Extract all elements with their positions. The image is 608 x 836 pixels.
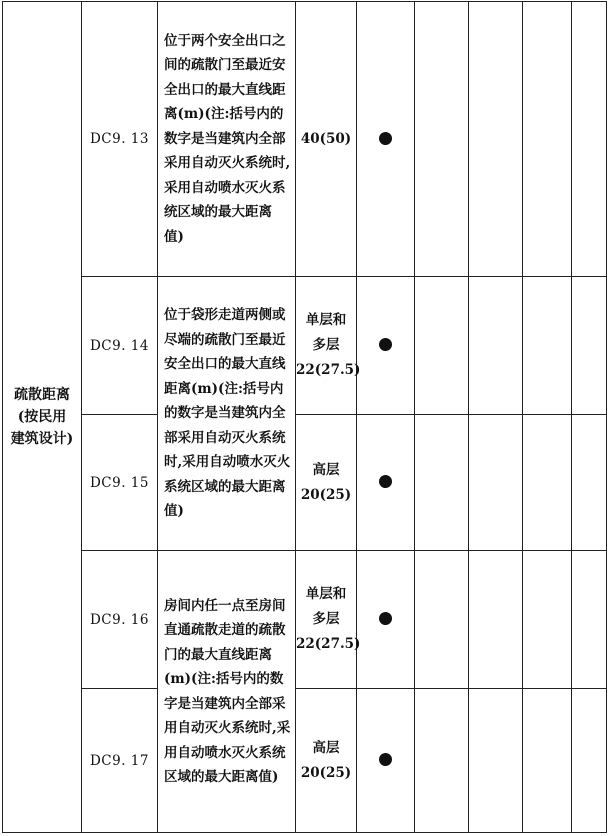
empty-cell [469,2,523,277]
empty-cell [469,415,523,551]
regulation-table [2,1,607,833]
value-cell: 单层和 多层 22(27.5) [296,277,357,415]
table-row [3,2,607,277]
empty-cell [572,689,607,833]
code-cell: DC9. 14 [82,277,158,415]
mark-cell [357,551,415,689]
description-cell: 位于袋形走道两侧或尽端的疏散门至最近安全出口的最大直线距离(m)(注:括号内的数字是当建筑内全部采用自动灭火系统时,采用自动喷水灭火系统区域的最大距离值) [158,277,296,551]
value-cell: 40(50) [296,2,357,277]
value-cell: 高层 20(25) [296,689,357,833]
code-cell: DC9. 13 [82,2,158,277]
empty-cell [523,277,572,415]
value-cell: 单层和 多层 22(27.5) [296,551,357,689]
mark-cell [357,415,415,551]
table-row [3,277,607,415]
filled-circle-icon [379,338,392,351]
empty-cell [523,551,572,689]
empty-cell [572,551,607,689]
empty-cell [572,2,607,277]
empty-cell [469,689,523,833]
empty-cell [572,415,607,551]
filled-circle-icon [379,612,392,625]
empty-cell [415,415,469,551]
category-line-1: 疏散距离 [14,387,70,403]
empty-cell [523,415,572,551]
description-cell: 房间内任一点至房间直通疏散走道的疏散门的最大直线距离(m)(注:括号内的数字是当建筑内全部采用自动灭火系统时,采用自动喷水灭火系统区域的最大距离值) [158,551,296,833]
code-cell: DC9. 16 [82,551,158,689]
mark-cell [357,689,415,833]
filled-circle-icon [379,132,392,145]
empty-cell [523,2,572,277]
empty-cell [415,2,469,277]
empty-cell [523,689,572,833]
empty-cell [572,277,607,415]
empty-cell [469,551,523,689]
category-cell [3,2,82,833]
code-cell: DC9. 15 [82,415,158,551]
table-row [3,689,607,833]
empty-cell [415,277,469,415]
empty-cell [469,277,523,415]
table-row [3,415,607,551]
empty-cell [415,551,469,689]
table-row [3,551,607,689]
value-cell: 高层 20(25) [296,415,357,551]
filled-circle-icon [379,475,392,488]
category-line-3: 建筑设计) [10,431,74,447]
category-line-2: (按民用 [17,409,67,425]
description-cell: 位于两个安全出口之间的疏散门至最近安全出口的最大直线距离(m)(注:括号内的数字是当建筑内全部采用自动灭火系统时,采用自动喷水灭火系统区域的最大距离值) [158,2,296,277]
mark-cell [357,2,415,277]
filled-circle-icon [379,753,392,766]
empty-cell [415,689,469,833]
code-cell: DC9. 17 [82,689,158,833]
mark-cell [357,277,415,415]
